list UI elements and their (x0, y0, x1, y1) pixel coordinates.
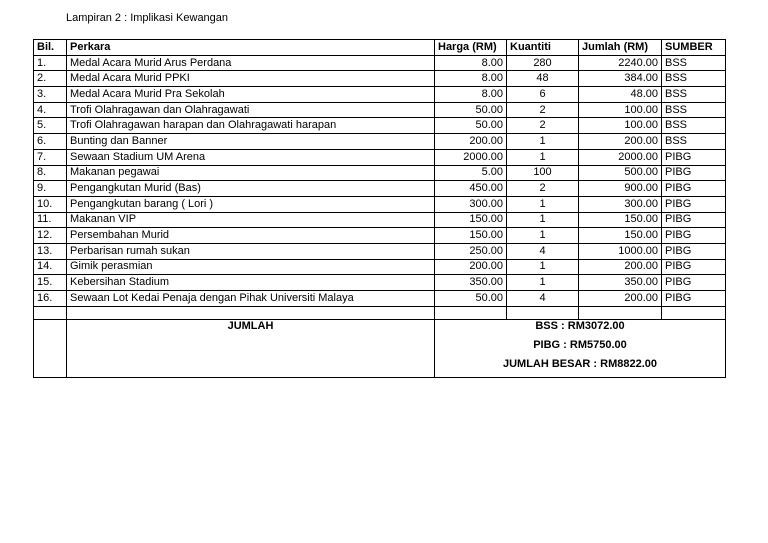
cell-harga: 8.00 (435, 87, 507, 103)
cell-sumber: BSS (662, 87, 726, 103)
cell-perkara: Medal Acara Murid Arus Perdana (67, 55, 435, 71)
cell-bil: 2. (34, 71, 67, 87)
cell-kuantiti: 1 (507, 212, 579, 228)
table-row (34, 228, 726, 244)
cell-kuantiti: 1 (507, 228, 579, 244)
cell-harga: 250.00 (435, 243, 507, 259)
cell-sumber: PIBG (662, 196, 726, 212)
cell-jumlah: 2000.00 (579, 149, 662, 165)
header-bil: Bil. (34, 40, 67, 56)
cell-kuantiti: 1 (507, 196, 579, 212)
cell-kuantiti: 1 (507, 259, 579, 275)
cell-perkara: Makanan pegawai (67, 165, 435, 181)
cell-perkara: Bunting dan Banner (67, 134, 435, 150)
cell-jumlah: 200.00 (579, 134, 662, 150)
cell-jumlah: 200.00 (579, 259, 662, 275)
cell-bil: 7. (34, 149, 67, 165)
cell-perkara: Sewaan Stadium UM Arena (67, 149, 435, 165)
cell-bil: 10. (34, 196, 67, 212)
cell-harga: 150.00 (435, 212, 507, 228)
cell-perkara: Gimik perasmian (67, 259, 435, 275)
cell-perkara: Trofi Olahragawan dan Olahragawati (67, 102, 435, 118)
table-row (34, 55, 726, 71)
cell-bil: 5. (34, 118, 67, 134)
cell-harga: 350.00 (435, 275, 507, 291)
cell-jumlah: 150.00 (579, 212, 662, 228)
table-row (34, 212, 726, 228)
summary-totals (435, 319, 726, 377)
cell-jumlah: 48.00 (579, 87, 662, 103)
cell-harga: 450.00 (435, 181, 507, 197)
cell-jumlah: 2240.00 (579, 55, 662, 71)
cell-sumber: PIBG (662, 259, 726, 275)
cell-harga: 5.00 (435, 165, 507, 181)
total-pibg: PIBG : RM5750.00 (533, 338, 627, 351)
cell-sumber: PIBG (662, 275, 726, 291)
cell-harga: 200.00 (435, 134, 507, 150)
header-jumlah: Jumlah (RM) (579, 40, 662, 56)
table-row (34, 291, 726, 307)
cell-bil: 6. (34, 134, 67, 150)
cell-kuantiti: 4 (507, 243, 579, 259)
cell-harga: 8.00 (435, 55, 507, 71)
cell-sumber: PIBG (662, 149, 726, 165)
cell-jumlah: 100.00 (579, 102, 662, 118)
cell-harga: 50.00 (435, 291, 507, 307)
cell-bil: 4. (34, 102, 67, 118)
summary-row (34, 319, 726, 377)
cell-sumber: PIBG (662, 243, 726, 259)
cell-jumlah: 384.00 (579, 71, 662, 87)
table-row (34, 102, 726, 118)
table-row (34, 134, 726, 150)
cell-sumber: BSS (662, 71, 726, 87)
cell-kuantiti: 6 (507, 87, 579, 103)
cell-jumlah: 100.00 (579, 118, 662, 134)
cell-kuantiti: 100 (507, 165, 579, 181)
cell-kuantiti: 2 (507, 102, 579, 118)
cell-jumlah: 150.00 (579, 228, 662, 244)
financial-table (33, 39, 726, 378)
cell-perkara: Persembahan Murid (67, 228, 435, 244)
cell-harga: 50.00 (435, 102, 507, 118)
cell-harga: 150.00 (435, 228, 507, 244)
cell-kuantiti: 2 (507, 181, 579, 197)
cell-bil: 9. (34, 181, 67, 197)
total-bss: BSS : RM3072.00 (535, 319, 625, 332)
total-grand: JUMLAH BESAR : RM8822.00 (502, 357, 658, 370)
cell-perkara: Kebersihan Stadium (67, 275, 435, 291)
cell-sumber: BSS (662, 118, 726, 134)
cell-sumber: BSS (662, 55, 726, 71)
cell-jumlah: 1000.00 (579, 243, 662, 259)
cell-perkara: Pengangkutan Murid (Bas) (67, 181, 435, 197)
table-row (34, 87, 726, 103)
table-row (34, 259, 726, 275)
cell-jumlah: 300.00 (579, 196, 662, 212)
header-perkara: Perkara (67, 40, 435, 56)
header-harga: Harga (RM) (435, 40, 507, 56)
table-row (34, 243, 726, 259)
cell-jumlah: 500.00 (579, 165, 662, 181)
cell-bil: 14. (34, 259, 67, 275)
cell-harga: 50.00 (435, 118, 507, 134)
table-row (34, 165, 726, 181)
cell-sumber: PIBG (662, 228, 726, 244)
cell-sumber: PIBG (662, 165, 726, 181)
cell-sumber: PIBG (662, 291, 726, 307)
summary-label: JUMLAH (67, 319, 435, 377)
cell-bil: 3. (34, 87, 67, 103)
cell-perkara: Makanan VIP (67, 212, 435, 228)
table-row (34, 71, 726, 87)
table-row (34, 275, 726, 291)
header-sumber: SUMBER (662, 40, 726, 56)
cell-perkara: Sewaan Lot Kedai Penaja dengan Pihak Universiti Malaya (67, 291, 435, 307)
header-row (34, 40, 726, 56)
cell-bil: 13. (34, 243, 67, 259)
table-row (34, 196, 726, 212)
cell-harga: 200.00 (435, 259, 507, 275)
cell-kuantiti: 4 (507, 291, 579, 307)
cell-jumlah: 350.00 (579, 275, 662, 291)
cell-kuantiti: 1 (507, 149, 579, 165)
summary-empty-cell (34, 319, 67, 377)
cell-sumber: PIBG (662, 181, 726, 197)
cell-harga: 300.00 (435, 196, 507, 212)
blank-row (34, 306, 726, 319)
cell-sumber: BSS (662, 134, 726, 150)
cell-jumlah: 200.00 (579, 291, 662, 307)
cell-bil: 12. (34, 228, 67, 244)
cell-sumber: PIBG (662, 212, 726, 228)
cell-perkara: Perbarisan rumah sukan (67, 243, 435, 259)
cell-harga: 8.00 (435, 71, 507, 87)
table-row (34, 118, 726, 134)
cell-kuantiti: 1 (507, 275, 579, 291)
cell-bil: 1. (34, 55, 67, 71)
cell-kuantiti: 280 (507, 55, 579, 71)
cell-kuantiti: 48 (507, 71, 579, 87)
table-row (34, 149, 726, 165)
cell-jumlah: 900.00 (579, 181, 662, 197)
cell-bil: 8. (34, 165, 67, 181)
cell-kuantiti: 1 (507, 134, 579, 150)
cell-bil: 16. (34, 291, 67, 307)
cell-sumber: BSS (662, 102, 726, 118)
cell-kuantiti: 2 (507, 118, 579, 134)
cell-perkara: Medal Acara Murid PPKI (67, 71, 435, 87)
cell-bil: 11. (34, 212, 67, 228)
cell-harga: 2000.00 (435, 149, 507, 165)
table-row (34, 181, 726, 197)
page-caption: Lampiran 2 : Implikasi Kewangan (66, 12, 229, 24)
cell-bil: 15. (34, 275, 67, 291)
cell-perkara: Medal Acara Murid Pra Sekolah (67, 87, 435, 103)
cell-perkara: Pengangkutan barang ( Lori ) (67, 196, 435, 212)
cell-perkara: Trofi Olahragawan harapan dan Olahragawati harapan (67, 118, 435, 134)
header-kuantiti: Kuantiti (507, 40, 579, 56)
